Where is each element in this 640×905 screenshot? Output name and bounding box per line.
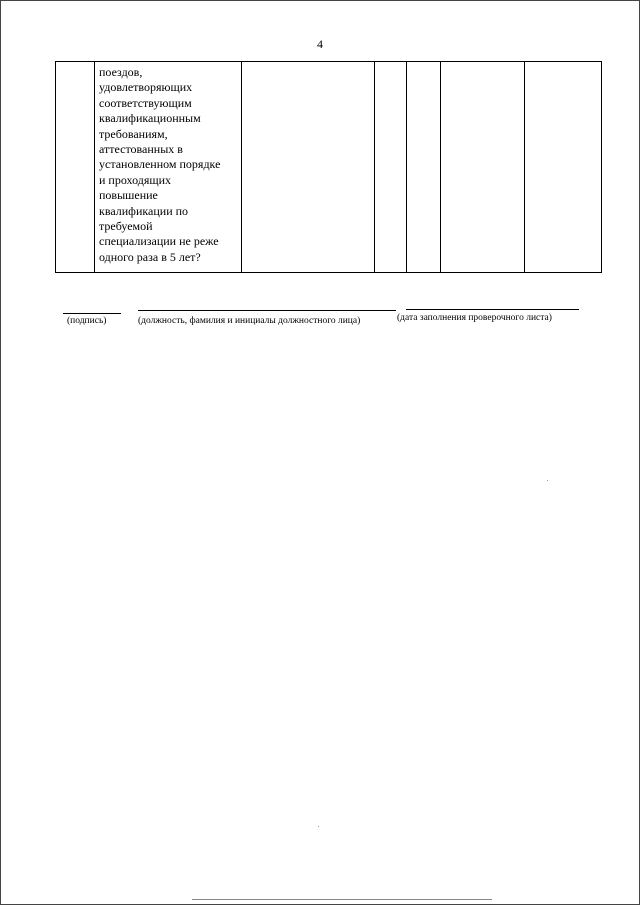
page-number: 4 (317, 37, 323, 51)
scan-artifact (547, 480, 548, 481)
question-cell (95, 62, 242, 273)
official-caption: (должность, фамилия и инициалы должностного лица) (138, 316, 361, 326)
requirements-cell (242, 62, 375, 273)
date-line (406, 309, 579, 310)
question-text: поездов, удовлетворяющих соответствующим квалификационным требованиям, аттестованных в установленном порядке и проходящих повышение квалификации по требуемой специализации не реже одного раза в 5 лет? (99, 65, 221, 264)
checklist-table (55, 61, 602, 273)
official-line (138, 310, 396, 311)
scan-artifact (318, 826, 319, 827)
notes-cell (525, 62, 602, 273)
row-number-cell (56, 62, 95, 273)
answer-no-cell (407, 62, 441, 273)
signature-line (63, 313, 121, 314)
not-applicable-cell (441, 62, 525, 273)
table-row (56, 62, 602, 273)
signature-caption: (подпись) (67, 316, 107, 326)
answer-yes-cell (375, 62, 407, 273)
date-caption: (дата заполнения проверочного листа) (397, 313, 552, 323)
bottom-edge-line (192, 899, 492, 900)
